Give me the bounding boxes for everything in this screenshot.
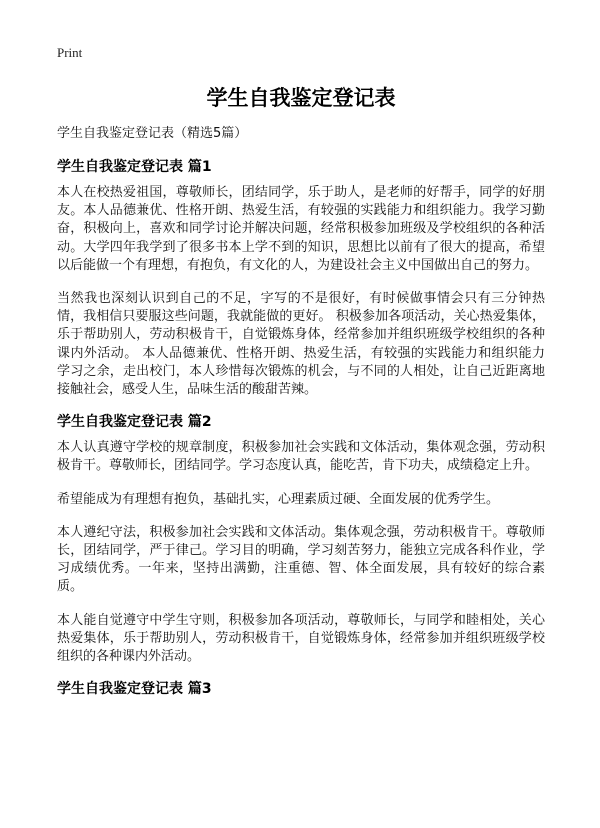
print-link[interactable]: Print [57,45,83,60]
document-title: 学生自我鉴定登记表 [206,86,396,110]
paragraph: 当然我也深刻认识到自己的不足，字写的不是很好，有时候做事情会只有三分钟热情，我相信只要服这些问题，我就能做的更好。 积极参加各项活动，关心热爱集体，乐于帮助别人，劳动积极肯干，自觉锻炼身体，经常参加并组织班级学校组织的各种课内外活动。 本人品德兼优、性格开朗、热爱生活，有较强的实践能力和组织能力 学习之余，走出校门，本人珍惜每次锻炼的机会，与不同的人相处，让自己近距离地接触社会，感受人生，品味生活的酸甜苦辣。 [57,291,545,398]
section-3 [57,678,545,700]
paragraph: 本人认真遵守学校的规章制度，积极参加社会实践和文体活动，集体观念强，劳动积极肯干。尊敬师长，团结同学。学习态度认真，能吃苦，肯下功夫，成绩稳定上升。 [57,440,545,474]
section-heading: 学生自我鉴定登记表 篇3 [57,681,212,698]
document-subtitle: 学生自我鉴定登记表（精选5篇） [57,126,248,141]
section-2 [57,411,545,666]
paragraph: 本人遵纪守法，积极参加社会实践和文体活动。集体观念强，劳动积极肯干。尊敬师长，团结同学，严于律己。学习目的明确，学习刻苦努力，能独立完成各科作业，学习成绩优秀。一年来，坚持出满勤，注重德、智、体全面发展，具有较好的综合素质。 [57,524,545,595]
section-heading: 学生自我鉴定登记表 篇2 [57,414,212,431]
section-heading: 学生自我鉴定登记表 篇1 [57,159,212,175]
section-1 [57,156,545,399]
paragraph: 本人在校热爱祖国，尊敬师长，团结同学，乐于助人，是老师的好帮手，同学的好朋友。本人品德兼优、性格开朗、热爱生活，有较强的实践能力和组织能力。我学习勤奋，积极向上，喜欢和同学讨论并解决问题，经常积极参加班级及学校组织的各种活动。大学四年我学到了很多书本上学不到的知识，思想比以前有了很大的提高，希望以后能做一个有理想，有抱负，有文化的人，为建设社会主义中国做出自己的努力。 [57,185,545,273]
paragraph: 本人能自觉遵守中学生守则，积极参加各项活动，尊敬师长，与同学和睦相处，关心热爱集体，乐于帮助别人，劳动积极肯干，自觉锻炼身体，经常参加并组织班级学校组织的各种课内外活动。 [57,612,545,665]
paragraph: 希望能成为有理想有抱负，基础扎实，心理素质过硬、全面发展的优秀学生。 [57,491,500,507]
